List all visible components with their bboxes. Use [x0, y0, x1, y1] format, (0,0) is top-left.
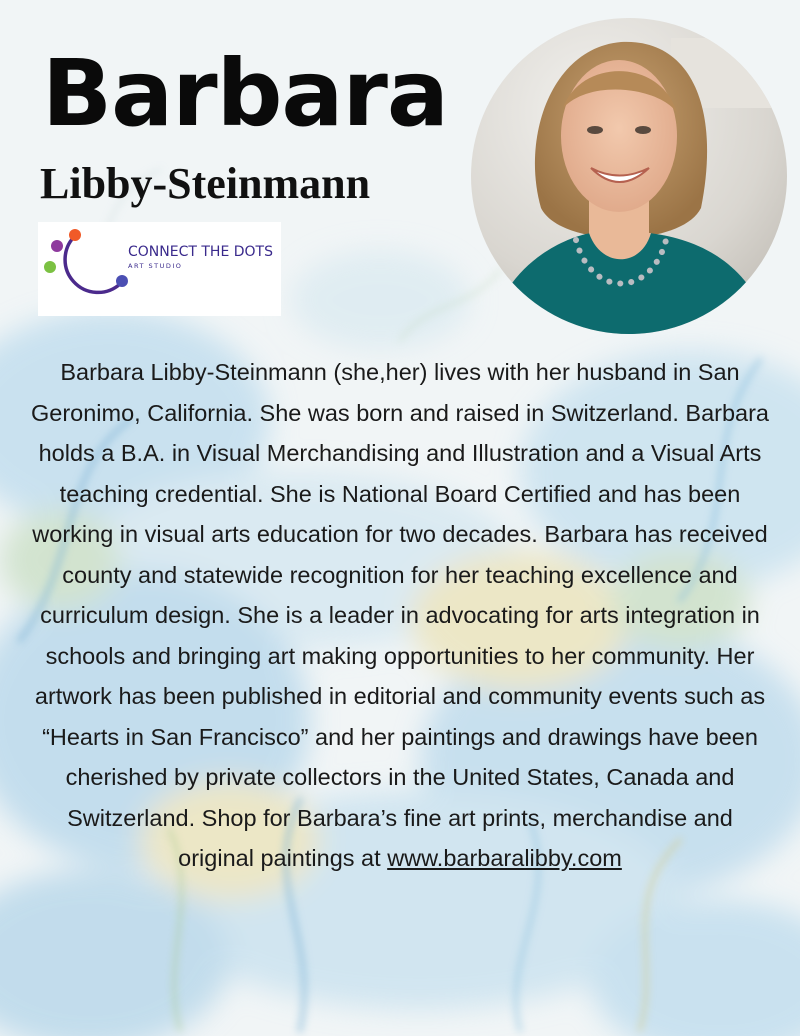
logo-title: CONNECT THE DOTS	[128, 244, 273, 260]
first-name-heading: Barbara	[42, 40, 448, 147]
biography-text: Barbara Libby-Steinmann (she,her) lives with her husband in San Geronimo, California. She was born and raised in Switzerland. Barbara holds a B.A. in Visual Merchandising and Illustration and a Visual Arts teaching credential. She is National Board Certified and has been working in visual arts education for two decades. Barbara has received county and statewide recognition for her teaching excellence and curriculum design. She is a leader in advocating for arts integration in schools and bringing art making opportunities to her community. Her artwork has been published in editorial and community events such as “Hearts in San Francisco” and her paintings and drawings have been cherished by private collectors in the United States, Canada and Switzerland. Shop for Barbara’s fine art prints, merchandise and original paintings at	[30, 359, 769, 871]
connect-the-dots-logo	[38, 222, 281, 316]
portrait-photo-icon	[471, 18, 787, 334]
logo-subtitle: ART STUDIO	[128, 262, 183, 270]
last-name-heading: Libby-Steinmann	[40, 159, 371, 208]
portrait-photo	[471, 18, 787, 334]
biography-paragraph	[30, 352, 770, 879]
website-link[interactable]: www.barbaralibby.com	[387, 845, 622, 871]
